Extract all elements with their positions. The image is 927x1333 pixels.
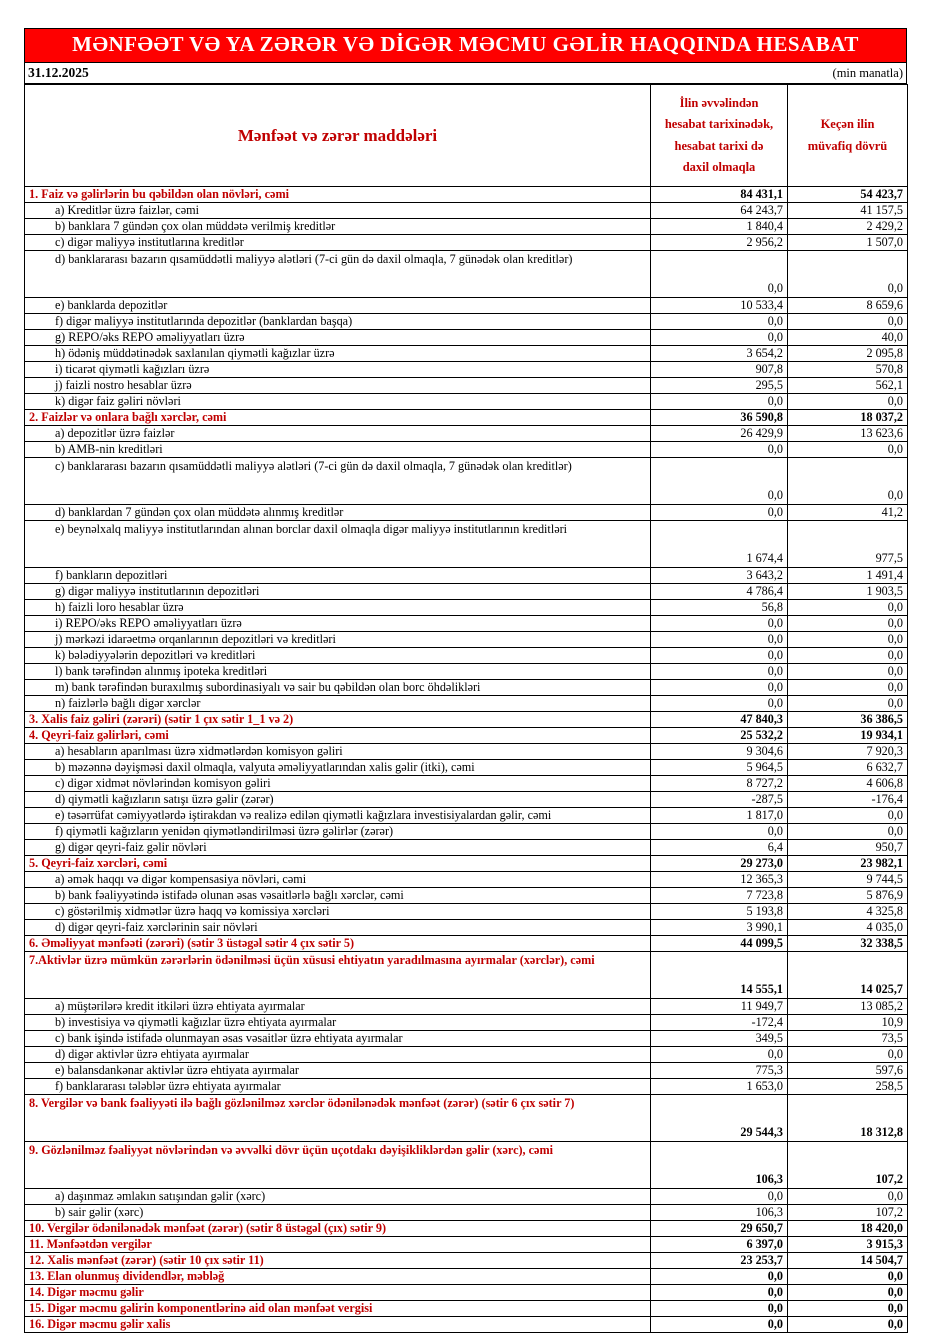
row-value-current-period: 29 650,7 bbox=[651, 1221, 788, 1237]
row-label: a) əmək haqqı və digər kompensasiya növləri, cəmi bbox=[25, 872, 651, 888]
table-row bbox=[25, 616, 908, 632]
row-label: 10. Vergilər ödənilənədək mənfəət (zərər) (sətir 8 üstəgəl (çıx) sətir 9) bbox=[25, 1221, 651, 1237]
row-value-current-period: 29 273,0 bbox=[651, 856, 788, 872]
row-label: e) banklarda depozitlər bbox=[25, 298, 651, 314]
table-row bbox=[25, 1205, 908, 1221]
table-row bbox=[25, 1047, 908, 1063]
table-row bbox=[25, 378, 908, 394]
table-row bbox=[25, 1237, 908, 1253]
row-label: b) sair gəlir (xərc) bbox=[25, 1205, 651, 1221]
row-value-previous-period: 14 025,7 bbox=[788, 952, 908, 999]
row-value-current-period: 3 990,1 bbox=[651, 920, 788, 936]
row-value-previous-period: 0,0 bbox=[788, 1189, 908, 1205]
row-value-current-period: 26 429,9 bbox=[651, 426, 788, 442]
row-value-current-period: 2 956,2 bbox=[651, 235, 788, 251]
row-label: 3. Xalis faiz gəliri (zərəri) (sətir 1 çıx sətir 1_1 və 2) bbox=[25, 712, 651, 728]
row-value-current-period: 775,3 bbox=[651, 1063, 788, 1079]
row-value-previous-period: 0,0 bbox=[788, 1317, 908, 1333]
row-label: f) qiymətli kağızların yenidən qiymətləndirilməsi üzrə gəlirlər (zərər) bbox=[25, 824, 651, 840]
row-value-current-period: 1 840,4 bbox=[651, 219, 788, 235]
row-label: 12. Xalis mənfəət (zərər) (sətir 10 çıx sətir 11) bbox=[25, 1253, 651, 1269]
table-row bbox=[25, 888, 908, 904]
row-value-previous-period: 7 920,3 bbox=[788, 744, 908, 760]
row-label: d) banklararası bazarın qısamüddətli maliyyə alətləri (7-ci gün də daxil olmaqla, 7 günədək olan kreditlər) bbox=[25, 251, 651, 298]
row-label: k) bələdiyyələrin depozitləri və kreditləri bbox=[25, 648, 651, 664]
row-label: f) bankların depozitləri bbox=[25, 568, 651, 584]
row-label: a) müştərilərə kredit itkiləri üzrə ehtiyata ayırmalar bbox=[25, 999, 651, 1015]
row-value-previous-period: 0,0 bbox=[788, 664, 908, 680]
row-value-previous-period: 0,0 bbox=[788, 314, 908, 330]
table-row bbox=[25, 1079, 908, 1095]
row-value-previous-period: 4 606,8 bbox=[788, 776, 908, 792]
row-value-previous-period: 10,9 bbox=[788, 1015, 908, 1031]
table-row bbox=[25, 1063, 908, 1079]
row-label: 1. Faiz və gəlirlərin bu qəbildən olan növləri, cəmi bbox=[25, 187, 651, 203]
row-value-current-period: 29 544,3 bbox=[651, 1095, 788, 1142]
table-row bbox=[25, 235, 908, 251]
table-row bbox=[25, 505, 908, 521]
row-label: i) REPO/əks REPO əməliyyatları üzrə bbox=[25, 616, 651, 632]
row-label: a) hesabların aparılması üzrə xidmətlərdən komisyon gəliri bbox=[25, 744, 651, 760]
row-value-current-period: 0,0 bbox=[651, 505, 788, 521]
row-label: i) ticarət qiymətli kağızları üzrə bbox=[25, 362, 651, 378]
table-row bbox=[25, 744, 908, 760]
row-value-previous-period: 3 915,3 bbox=[788, 1237, 908, 1253]
row-value-current-period: 0,0 bbox=[651, 1189, 788, 1205]
row-label: d) banklardan 7 gündən çox olan müddətə alınmış kreditlər bbox=[25, 505, 651, 521]
table-row bbox=[25, 632, 908, 648]
row-value-previous-period: 23 982,1 bbox=[788, 856, 908, 872]
row-value-current-period: 0,0 bbox=[651, 1301, 788, 1317]
row-value-previous-period: 562,1 bbox=[788, 378, 908, 394]
row-value-current-period: 0,0 bbox=[651, 1317, 788, 1333]
row-value-previous-period: 9 744,5 bbox=[788, 872, 908, 888]
row-value-current-period: 0,0 bbox=[651, 1285, 788, 1301]
row-value-previous-period: 258,5 bbox=[788, 1079, 908, 1095]
row-value-current-period: 295,5 bbox=[651, 378, 788, 394]
row-value-previous-period: 32 338,5 bbox=[788, 936, 908, 952]
row-label: c) digər maliyyə institutlarına kreditlər bbox=[25, 235, 651, 251]
row-value-previous-period: 0,0 bbox=[788, 648, 908, 664]
row-value-current-period: 9 304,6 bbox=[651, 744, 788, 760]
row-label: b) bank fəaliyyətində istifadə olunan əsas vəsaitlərlə bağlı xərclər, cəmi bbox=[25, 888, 651, 904]
row-label: 16. Digər məcmu gəlir xalis bbox=[25, 1317, 651, 1333]
row-value-previous-period: 950,7 bbox=[788, 840, 908, 856]
row-label: l) bank tərəfindən alınmış ipoteka kreditləri bbox=[25, 664, 651, 680]
row-value-current-period: 0,0 bbox=[651, 251, 788, 298]
row-value-previous-period: 0,0 bbox=[788, 1285, 908, 1301]
row-value-previous-period: 570,8 bbox=[788, 362, 908, 378]
table-row bbox=[25, 458, 908, 505]
row-value-previous-period: 1 507,0 bbox=[788, 235, 908, 251]
row-value-previous-period: 0,0 bbox=[788, 696, 908, 712]
row-value-current-period: 6,4 bbox=[651, 840, 788, 856]
row-label: e) balansdankənar aktivlər üzrə ehtiyata ayırmalar bbox=[25, 1063, 651, 1079]
table-row bbox=[25, 219, 908, 235]
table-row bbox=[25, 1301, 908, 1317]
row-value-current-period: 0,0 bbox=[651, 696, 788, 712]
table-row bbox=[25, 776, 908, 792]
table-row bbox=[25, 680, 908, 696]
row-value-previous-period: 107,2 bbox=[788, 1205, 908, 1221]
table-row bbox=[25, 314, 908, 330]
table-row bbox=[25, 856, 908, 872]
row-value-previous-period: 0,0 bbox=[788, 600, 908, 616]
row-value-previous-period: 0,0 bbox=[788, 616, 908, 632]
row-value-previous-period: 1 903,5 bbox=[788, 584, 908, 600]
row-value-previous-period: 2 095,8 bbox=[788, 346, 908, 362]
row-value-current-period: 0,0 bbox=[651, 632, 788, 648]
row-value-current-period: 0,0 bbox=[651, 824, 788, 840]
row-label: 11. Mənfəətdən vergilər bbox=[25, 1237, 651, 1253]
table-row bbox=[25, 696, 908, 712]
row-value-previous-period: 0,0 bbox=[788, 1047, 908, 1063]
row-label: f) digər maliyyə institutlarında depozitlər (banklardan başqa) bbox=[25, 314, 651, 330]
row-value-previous-period: 4 035,0 bbox=[788, 920, 908, 936]
row-label: g) REPO/əks REPO əməliyyatları üzrə bbox=[25, 330, 651, 346]
row-label: a) depozitlər üzrə faizlər bbox=[25, 426, 651, 442]
current-period-column-header: İlin əvvəlindən hesabat tarixinədək, hesabat tarixi də daxil olmaqla bbox=[651, 85, 788, 187]
row-label: 14. Digər məcmu gəlir bbox=[25, 1285, 651, 1301]
table-row bbox=[25, 521, 908, 568]
table-row bbox=[25, 999, 908, 1015]
row-label: a) daşınmaz əmlakın satışından gəlir (xərc) bbox=[25, 1189, 651, 1205]
table-row bbox=[25, 442, 908, 458]
row-label: g) digər qeyri-faiz gəlir növləri bbox=[25, 840, 651, 856]
previous-period-column-header: Keçən ilin müvafiq dövrü bbox=[788, 85, 908, 187]
row-value-current-period: 0,0 bbox=[651, 330, 788, 346]
row-value-previous-period: 0,0 bbox=[788, 1301, 908, 1317]
report-title: MƏNFƏƏT VƏ YA ZƏRƏR VƏ DİGƏR MƏCMU GƏLİR HAQQINDA HESABAT bbox=[72, 32, 859, 56]
table-row bbox=[25, 1269, 908, 1285]
row-value-previous-period: 0,0 bbox=[788, 1269, 908, 1285]
row-label: 8. Vergilər və bank fəaliyyəti ilə bağlı gözlənilməz xərclər ödənilənədək mənfəət (zərər) (sətir 6 çıx sətir 7) bbox=[25, 1095, 651, 1142]
table-row bbox=[25, 362, 908, 378]
table-row bbox=[25, 1095, 908, 1142]
row-value-current-period: 0,0 bbox=[651, 1269, 788, 1285]
row-label: c) bank işində istifadə olunmayan əsas vəsaitlər üzrə ehtiyata ayırmalar bbox=[25, 1031, 651, 1047]
row-value-current-period: 106,3 bbox=[651, 1142, 788, 1189]
row-value-current-period: 0,0 bbox=[651, 458, 788, 505]
row-value-previous-period: 5 876,9 bbox=[788, 888, 908, 904]
row-value-previous-period: 597,6 bbox=[788, 1063, 908, 1079]
row-value-current-period: 0,0 bbox=[651, 394, 788, 410]
table-row bbox=[25, 600, 908, 616]
row-label: h) ödəniş müddətinədək saxlanılan qiymətli kağızlar üzrə bbox=[25, 346, 651, 362]
table-row bbox=[25, 584, 908, 600]
table-row bbox=[25, 426, 908, 442]
row-value-previous-period: 0,0 bbox=[788, 458, 908, 505]
table-row bbox=[25, 1285, 908, 1301]
table-row bbox=[25, 1221, 908, 1237]
row-value-current-period: 0,0 bbox=[651, 648, 788, 664]
table-row bbox=[25, 1189, 908, 1205]
row-value-previous-period: 41 157,5 bbox=[788, 203, 908, 219]
row-label: j) mərkəzi idarəetmə orqanlarının depozitləri və kreditləri bbox=[25, 632, 651, 648]
row-value-current-period: 44 099,5 bbox=[651, 936, 788, 952]
table-row bbox=[25, 936, 908, 952]
table-row bbox=[25, 792, 908, 808]
row-value-previous-period: 41,2 bbox=[788, 505, 908, 521]
row-label: b) banklara 7 gündən çox olan müddətə verilmiş kreditlər bbox=[25, 219, 651, 235]
row-value-current-period: 56,8 bbox=[651, 600, 788, 616]
row-label: 4. Qeyri-faiz gəlirləri, cəmi bbox=[25, 728, 651, 744]
row-value-previous-period: 18 312,8 bbox=[788, 1095, 908, 1142]
row-value-previous-period: 8 659,6 bbox=[788, 298, 908, 314]
table-row bbox=[25, 824, 908, 840]
table-row bbox=[25, 298, 908, 314]
table-row bbox=[25, 952, 908, 999]
row-value-previous-period: 0,0 bbox=[788, 251, 908, 298]
table-row bbox=[25, 410, 908, 426]
table-row bbox=[25, 840, 908, 856]
row-label: m) bank tərəfindən buraxılmış subordinasiyalı və sair bu qəbildən olan borc öhdəlikləri bbox=[25, 680, 651, 696]
table-row bbox=[25, 728, 908, 744]
row-label: 7.Aktivlər üzrə mümkün zərərlərin ödənilməsi üçün xüsusi ehtiyatın yaradılmasına ayırmalar (xərclər), cəmi bbox=[25, 952, 651, 999]
row-label: e) təsərrüfat cəmiyyətlərdə iştirakdan və realizə edilən qiymətli kağızlara investisiyalardan gəlir, cəmi bbox=[25, 808, 651, 824]
row-value-current-period: 11 949,7 bbox=[651, 999, 788, 1015]
row-value-current-period: 349,5 bbox=[651, 1031, 788, 1047]
row-label: 6. Əməliyyat mənfəəti (zərəri) (sətir 3 üstəgəl sətir 4 çıx sətir 5) bbox=[25, 936, 651, 952]
row-value-current-period: 0,0 bbox=[651, 680, 788, 696]
table-row bbox=[25, 346, 908, 362]
row-value-current-period: 36 590,8 bbox=[651, 410, 788, 426]
table-row bbox=[25, 1317, 908, 1333]
table-row bbox=[25, 187, 908, 203]
row-value-previous-period: 54 423,7 bbox=[788, 187, 908, 203]
row-value-previous-period: 18 420,0 bbox=[788, 1221, 908, 1237]
row-value-current-period: -287,5 bbox=[651, 792, 788, 808]
table-row bbox=[25, 920, 908, 936]
row-value-current-period: 3 643,2 bbox=[651, 568, 788, 584]
row-value-current-period: 5 193,8 bbox=[651, 904, 788, 920]
row-value-current-period: 0,0 bbox=[651, 442, 788, 458]
row-label: c) banklararası bazarın qısamüddətli maliyyə alətləri (7-ci gün də daxil olmaqla, 7 günədək olan kreditlər) bbox=[25, 458, 651, 505]
table-row bbox=[25, 904, 908, 920]
row-label: b) investisiya və qiymətli kağızlar üzrə ehtiyata ayırmalar bbox=[25, 1015, 651, 1031]
row-value-previous-period: 0,0 bbox=[788, 824, 908, 840]
row-label: 15. Digər məcmu gəlirin komponentlərinə aid olan mənfəət vergisi bbox=[25, 1301, 651, 1317]
table-row bbox=[25, 1015, 908, 1031]
table-row bbox=[25, 330, 908, 346]
table-row bbox=[25, 664, 908, 680]
items-column-header: Mənfəət və zərər maddələri bbox=[25, 85, 651, 187]
row-value-current-period: -172,4 bbox=[651, 1015, 788, 1031]
row-label: j) faizli nostro hesablar üzrə bbox=[25, 378, 651, 394]
row-value-current-period: 907,8 bbox=[651, 362, 788, 378]
row-value-current-period: 10 533,4 bbox=[651, 298, 788, 314]
table-header-row bbox=[25, 85, 908, 187]
row-value-current-period: 0,0 bbox=[651, 314, 788, 330]
row-value-previous-period: 4 325,8 bbox=[788, 904, 908, 920]
row-value-previous-period: 0,0 bbox=[788, 680, 908, 696]
profit-loss-table bbox=[24, 84, 908, 1333]
row-value-previous-period: 13 085,2 bbox=[788, 999, 908, 1015]
row-value-previous-period: 36 386,5 bbox=[788, 712, 908, 728]
row-value-previous-period: 107,2 bbox=[788, 1142, 908, 1189]
row-value-current-period: 25 532,2 bbox=[651, 728, 788, 744]
row-value-current-period: 0,0 bbox=[651, 1047, 788, 1063]
row-value-previous-period: 1 491,4 bbox=[788, 568, 908, 584]
row-value-previous-period: 14 504,7 bbox=[788, 1253, 908, 1269]
report-meta-row bbox=[24, 63, 907, 84]
row-label: b) AMB-nin kreditləri bbox=[25, 442, 651, 458]
row-label: h) faizli loro hesablar üzrə bbox=[25, 600, 651, 616]
row-value-previous-period: 13 623,6 bbox=[788, 426, 908, 442]
row-value-current-period: 0,0 bbox=[651, 664, 788, 680]
row-label: g) digər maliyyə institutlarının depozitləri bbox=[25, 584, 651, 600]
table-row bbox=[25, 394, 908, 410]
table-row bbox=[25, 760, 908, 776]
row-label: 2. Faizlər və onlara bağlı xərclər, cəmi bbox=[25, 410, 651, 426]
table-row bbox=[25, 1031, 908, 1047]
row-value-previous-period: 18 037,2 bbox=[788, 410, 908, 426]
report-title-banner bbox=[24, 28, 907, 63]
table-row bbox=[25, 712, 908, 728]
row-value-previous-period: 73,5 bbox=[788, 1031, 908, 1047]
table-row bbox=[25, 568, 908, 584]
row-value-current-period: 6 397,0 bbox=[651, 1237, 788, 1253]
table-row bbox=[25, 251, 908, 298]
table-row bbox=[25, 872, 908, 888]
table-row bbox=[25, 203, 908, 219]
row-value-previous-period: 0,0 bbox=[788, 394, 908, 410]
row-value-current-period: 1 653,0 bbox=[651, 1079, 788, 1095]
row-value-previous-period: 6 632,7 bbox=[788, 760, 908, 776]
row-label: d) digər aktivlər üzrə ehtiyata ayırmalar bbox=[25, 1047, 651, 1063]
row-value-current-period: 3 654,2 bbox=[651, 346, 788, 362]
row-label: c) digər xidmət növlərindən komisyon gəliri bbox=[25, 776, 651, 792]
row-label: k) digər faiz gəliri növləri bbox=[25, 394, 651, 410]
row-value-current-period: 5 964,5 bbox=[651, 760, 788, 776]
row-value-current-period: 14 555,1 bbox=[651, 952, 788, 999]
row-value-current-period: 106,3 bbox=[651, 1205, 788, 1221]
unit-note: (min manatla) bbox=[832, 65, 903, 80]
row-label: a) Kreditlər üzrə faizlər, cəmi bbox=[25, 203, 651, 219]
table-row bbox=[25, 1253, 908, 1269]
row-label: c) göstərilmiş xidmətlər üzrə haqq və komissiya xərcləri bbox=[25, 904, 651, 920]
row-value-current-period: 4 786,4 bbox=[651, 584, 788, 600]
report-date: 31.12.2025 bbox=[28, 65, 89, 80]
row-value-current-period: 0,0 bbox=[651, 616, 788, 632]
row-value-previous-period: 19 934,1 bbox=[788, 728, 908, 744]
row-label: 13. Elan olunmuş dividendlər, məbləğ bbox=[25, 1269, 651, 1285]
row-label: e) beynəlxalq maliyyə institutlarından alınan borclar daxil olmaqla digər maliyyə institutlarının kreditləri bbox=[25, 521, 651, 568]
row-value-current-period: 12 365,3 bbox=[651, 872, 788, 888]
row-value-current-period: 23 253,7 bbox=[651, 1253, 788, 1269]
row-label: d) qiymətli kağızların satışı üzrə gəlir (zərər) bbox=[25, 792, 651, 808]
row-label: b) məzənnə dəyişməsi daxil olmaqla, valyuta əməliyyatlarından xalis gəlir (itki), cəmi bbox=[25, 760, 651, 776]
row-label: f) banklararası tələblər üzrə ehtiyata ayırmalar bbox=[25, 1079, 651, 1095]
row-label: 5. Qeyri-faiz xərcləri, cəmi bbox=[25, 856, 651, 872]
row-value-current-period: 47 840,3 bbox=[651, 712, 788, 728]
row-value-previous-period: 40,0 bbox=[788, 330, 908, 346]
table-row bbox=[25, 1142, 908, 1189]
row-value-previous-period: 0,0 bbox=[788, 632, 908, 648]
table-row bbox=[25, 648, 908, 664]
row-value-current-period: 1 817,0 bbox=[651, 808, 788, 824]
row-value-current-period: 7 723,8 bbox=[651, 888, 788, 904]
row-value-previous-period: 2 429,2 bbox=[788, 219, 908, 235]
row-value-current-period: 8 727,2 bbox=[651, 776, 788, 792]
row-label: 9. Gözlənilməz fəaliyyət növlərindən və əvvəlki dövr üçün uçotdakı dəyişikliklərdən gəlir (xərc), cəmi bbox=[25, 1142, 651, 1189]
row-value-previous-period: 977,5 bbox=[788, 521, 908, 568]
row-label: n) faizlərlə bağlı digər xərclər bbox=[25, 696, 651, 712]
row-value-previous-period: 0,0 bbox=[788, 808, 908, 824]
row-value-current-period: 84 431,1 bbox=[651, 187, 788, 203]
table-row bbox=[25, 808, 908, 824]
row-value-current-period: 1 674,4 bbox=[651, 521, 788, 568]
row-value-current-period: 64 243,7 bbox=[651, 203, 788, 219]
row-value-previous-period: 0,0 bbox=[788, 442, 908, 458]
row-value-previous-period: -176,4 bbox=[788, 792, 908, 808]
row-label: d) digər qeyri-faiz xərclərinin sair növləri bbox=[25, 920, 651, 936]
